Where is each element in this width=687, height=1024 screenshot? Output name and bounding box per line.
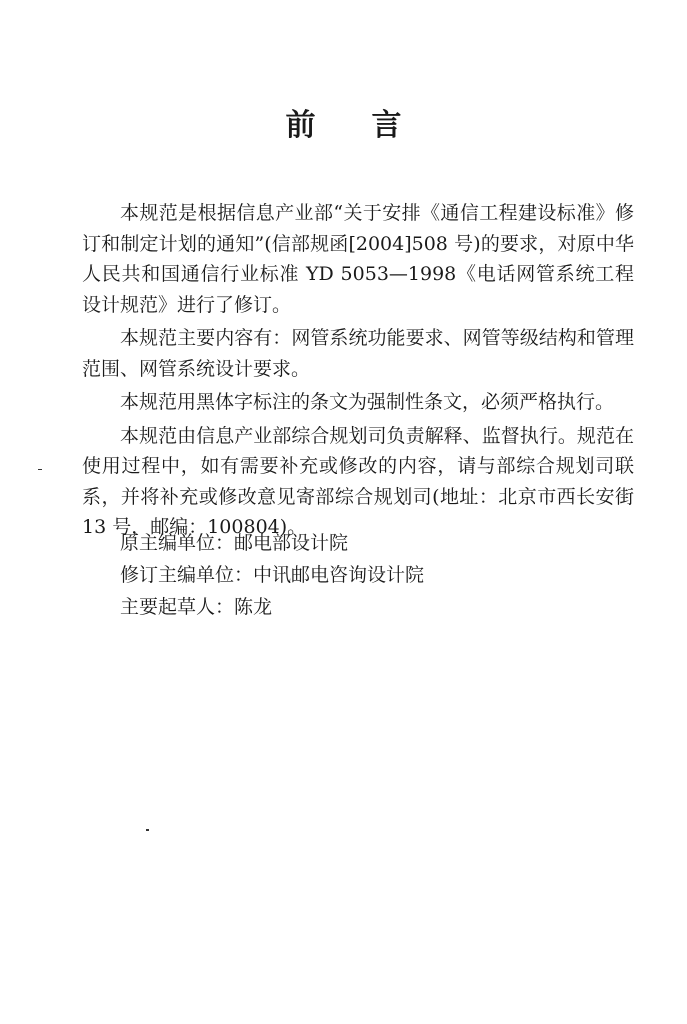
revision-unit: 修订主编单位：中讯邮电咨询设计院 [120,564,425,586]
scan-speck-left [38,469,42,470]
drafter: 主要起草人：陈龙 [120,596,273,618]
editor-unit: 原主编单位：邮电部设计院 [120,532,349,554]
paragraph-basis: 本规范是根据信息产业部“关于安排《通信工程建设标准》修订和制定计划的通知”(信部规函[2004]508 号)的要求，对原中华人民共和国通信行业标准 YD 5053—1998《电话网管系统工程设计规范》进行了修订。 [82,202,634,316]
paragraph-mandatory: 本规范用黑体字标注的条文为强制性条文，必须严格执行。 [120,391,615,413]
paragraph-contents: 本规范主要内容有：网管系统功能要求、网管等级结构和管理范围、网管系统设计要求。 [82,327,634,380]
page-title: 前言 [285,108,458,143]
credits-block [120,528,424,624]
paragraph-interpretation: 本规范由信息产业部综合规划司负责解释、监督执行。规范在使用过程中，如有需要补充或修改的内容，请与部综合规划司联系，并将补充或修改意见寄部综合规划司(地址：北京市西长安街 13 号，邮编：100804)。 [82,424,634,538]
preface-body [82,198,634,543]
scan-speck [146,829,149,831]
